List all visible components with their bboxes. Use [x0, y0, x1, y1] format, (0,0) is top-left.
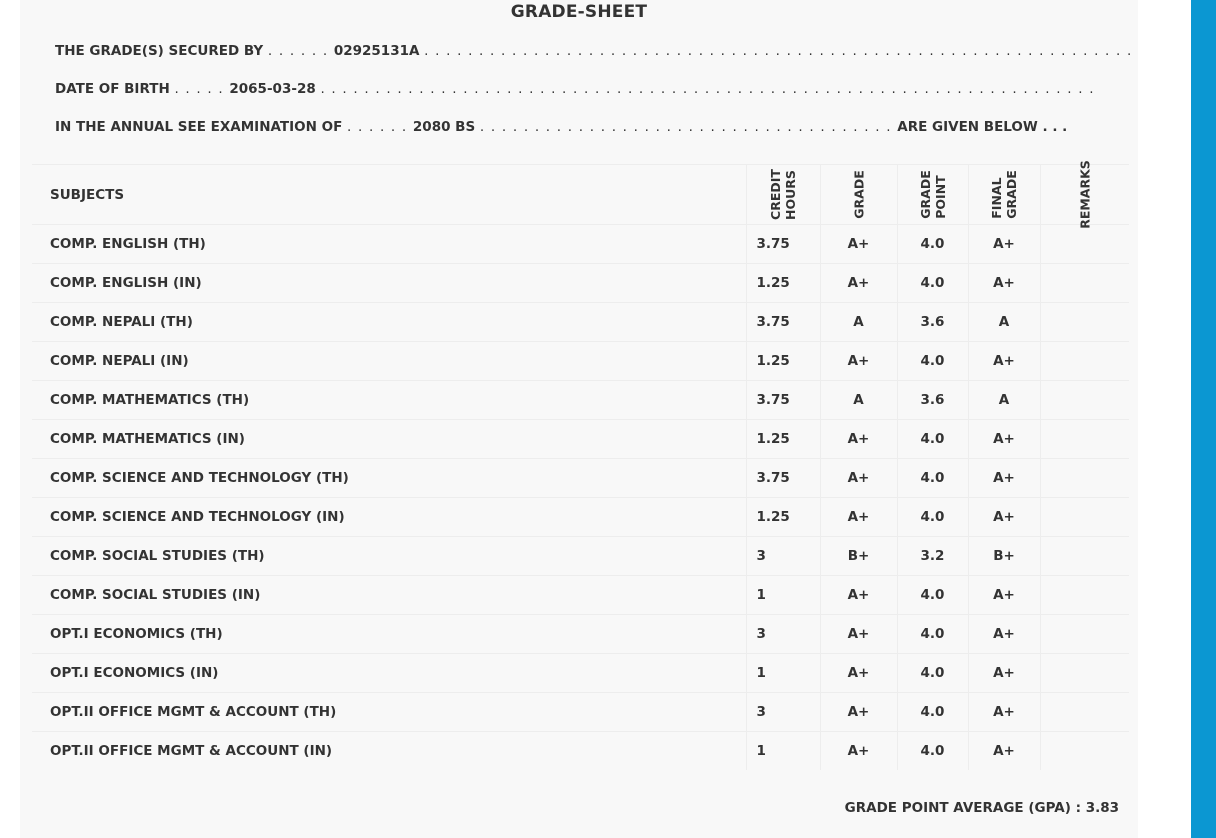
- exam-line: IN THE ANNUAL SEE EXAMINATION OF . . . . . . 2080 BS . . . . . . . . . . . . . . . . . . . . . . . . . . . . . . . . . . . . . . ARE GIVEN BELOW . . .: [55, 119, 1068, 135]
- grade-cell: A+: [820, 264, 897, 303]
- subject-cell: COMP. SOCIAL STUDIES (IN): [32, 576, 746, 615]
- dob-value: 2065-03-28: [229, 81, 316, 97]
- remarks-cell: [1040, 732, 1129, 771]
- final-grade-cell: A+: [968, 693, 1040, 732]
- gpa-line: [845, 800, 1119, 816]
- remarks-cell: [1040, 264, 1129, 303]
- final-grade-cell: A+: [968, 225, 1040, 264]
- grade-point-cell: 4.0: [897, 732, 968, 771]
- table-header-row: [32, 165, 1129, 225]
- credit-hours-cell: 1: [746, 576, 820, 615]
- secured-by-line: THE GRADE(S) SECURED BY . . . . . . 02925131A . . . . . . . . . . . . . . . . . . . . . . . . . . . . . . . . . . . . . . . . . . . . . . . . . . . . . . . . . . . . . . . . .: [55, 43, 1133, 59]
- subject-cell: OPT.II OFFICE MGMT & ACCOUNT (IN): [32, 732, 746, 771]
- final-grade-cell: A+: [968, 654, 1040, 693]
- header-credit-hours: CREDIT HOURS: [746, 165, 820, 225]
- given-below-text: ARE GIVEN BELOW . . .: [897, 119, 1068, 135]
- remarks-cell: [1040, 459, 1129, 498]
- grade-cell: A+: [820, 225, 897, 264]
- grade-point-cell: 3.2: [897, 537, 968, 576]
- grade-cell: A+: [820, 693, 897, 732]
- final-grade-cell: A+: [968, 420, 1040, 459]
- final-grade-cell: A+: [968, 576, 1040, 615]
- grade-point-cell: 4.0: [897, 576, 968, 615]
- grade-point-cell: 4.0: [897, 264, 968, 303]
- table-row: [32, 420, 1129, 459]
- credit-hours-cell: 3.75: [746, 303, 820, 342]
- grade-cell: A+: [820, 732, 897, 771]
- grade-cell: A+: [820, 459, 897, 498]
- header-grade: GRADE: [820, 165, 897, 225]
- header-final-grade: FINAL GRADE: [968, 165, 1040, 225]
- grade-cell: A: [820, 303, 897, 342]
- grade-cell: A+: [820, 654, 897, 693]
- table-row: [32, 615, 1129, 654]
- table-row: [32, 303, 1129, 342]
- table-row: [32, 342, 1129, 381]
- grade-point-cell: 4.0: [897, 654, 968, 693]
- grade-cell: A+: [820, 615, 897, 654]
- subject-cell: OPT.II OFFICE MGMT & ACCOUNT (TH): [32, 693, 746, 732]
- subject-cell: COMP. ENGLISH (TH): [32, 225, 746, 264]
- final-grade-cell: A+: [968, 615, 1040, 654]
- table-row: [32, 693, 1129, 732]
- credit-hours-cell: 1.25: [746, 264, 820, 303]
- credit-hours-cell: 3.75: [746, 225, 820, 264]
- subject-cell: OPT.I ECONOMICS (IN): [32, 654, 746, 693]
- grade-cell: A+: [820, 342, 897, 381]
- gpa-value: 3.83: [1085, 800, 1119, 816]
- grade-cell: A: [820, 381, 897, 420]
- subject-cell: COMP. MATHEMATICS (TH): [32, 381, 746, 420]
- table-row: [32, 576, 1129, 615]
- grade-point-cell: 4.0: [897, 420, 968, 459]
- final-grade-cell: A: [968, 303, 1040, 342]
- grade-point-cell: 3.6: [897, 381, 968, 420]
- subject-cell: COMP. SCIENCE AND TECHNOLOGY (IN): [32, 498, 746, 537]
- remarks-cell: [1040, 537, 1129, 576]
- credit-hours-cell: 1: [746, 654, 820, 693]
- credit-hours-cell: 3: [746, 693, 820, 732]
- credit-hours-cell: 3: [746, 615, 820, 654]
- subject-cell: COMP. ENGLISH (IN): [32, 264, 746, 303]
- grade-point-cell: 4.0: [897, 459, 968, 498]
- credit-hours-cell: 1: [746, 732, 820, 771]
- credit-hours-cell: 3: [746, 537, 820, 576]
- final-grade-cell: A+: [968, 732, 1040, 771]
- remarks-cell: [1040, 693, 1129, 732]
- header-subjects: SUBJECTS: [32, 165, 746, 225]
- grades-table-body: [32, 225, 1129, 771]
- credit-hours-cell: 1.25: [746, 420, 820, 459]
- final-grade-cell: A+: [968, 342, 1040, 381]
- dob-line: DATE OF BIRTH . . . . . 2065-03-28 . . . . . . . . . . . . . . . . . . . . . . . . . . . . . . . . . . . . . . . . . . . . . . . . . . . . . . . . . . . . . . . . . . . . . . .: [55, 81, 1095, 97]
- remarks-cell: [1040, 615, 1129, 654]
- subject-cell: COMP. SOCIAL STUDIES (TH): [32, 537, 746, 576]
- grades-table: [32, 159, 1129, 770]
- table-row: [32, 225, 1129, 264]
- grade-point-cell: 4.0: [897, 342, 968, 381]
- grade-point-cell: 3.6: [897, 303, 968, 342]
- table-row: [32, 732, 1129, 771]
- dob-label: DATE OF BIRTH: [55, 81, 170, 97]
- subject-cell: COMP. MATHEMATICS (IN): [32, 420, 746, 459]
- subject-cell: COMP. SCIENCE AND TECHNOLOGY (TH): [32, 459, 746, 498]
- final-grade-cell: A+: [968, 264, 1040, 303]
- remarks-cell: [1040, 576, 1129, 615]
- grade-point-cell: 4.0: [897, 498, 968, 537]
- scrollbar[interactable]: [1191, 0, 1216, 838]
- remarks-cell: [1040, 225, 1129, 264]
- final-grade-cell: A+: [968, 498, 1040, 537]
- grade-cell: A+: [820, 420, 897, 459]
- secured-by-label: THE GRADE(S) SECURED BY: [55, 43, 264, 59]
- credit-hours-cell: 3.75: [746, 381, 820, 420]
- table-row: [32, 381, 1129, 420]
- grade-point-cell: 4.0: [897, 615, 968, 654]
- grade-sheet: [20, 0, 1138, 838]
- remarks-cell: [1040, 303, 1129, 342]
- grade-point-cell: 4.0: [897, 225, 968, 264]
- exam-year: 2080 BS: [412, 119, 476, 135]
- subject-cell: OPT.I ECONOMICS (TH): [32, 615, 746, 654]
- final-grade-cell: A: [968, 381, 1040, 420]
- grade-cell: B+: [820, 537, 897, 576]
- page-title: GRADE-SHEET: [510, 2, 648, 22]
- remarks-cell: [1040, 381, 1129, 420]
- final-grade-cell: B+: [968, 537, 1040, 576]
- gpa-label: GRADE POINT AVERAGE (GPA) :: [844, 800, 1081, 816]
- credit-hours-cell: 1.25: [746, 342, 820, 381]
- header-remarks: REMARKS: [1040, 165, 1129, 225]
- remarks-cell: [1040, 654, 1129, 693]
- remarks-cell: [1040, 342, 1129, 381]
- grade-cell: A+: [820, 576, 897, 615]
- remarks-cell: [1040, 420, 1129, 459]
- credit-hours-cell: 1.25: [746, 498, 820, 537]
- credit-hours-cell: 3.75: [746, 459, 820, 498]
- subject-cell: COMP. NEPALI (IN): [32, 342, 746, 381]
- remarks-cell: [1040, 498, 1129, 537]
- header-grade-point: GRADE POINT: [897, 165, 968, 225]
- table-row: [32, 264, 1129, 303]
- table-row: [32, 537, 1129, 576]
- table-row: [32, 498, 1129, 537]
- grade-point-cell: 4.0: [897, 693, 968, 732]
- subject-cell: COMP. NEPALI (TH): [32, 303, 746, 342]
- exam-label: IN THE ANNUAL SEE EXAMINATION OF: [55, 119, 343, 135]
- grade-cell: A+: [820, 498, 897, 537]
- symbol-number: 02925131A: [333, 43, 420, 59]
- final-grade-cell: A+: [968, 459, 1040, 498]
- table-row: [32, 654, 1129, 693]
- table-row: [32, 459, 1129, 498]
